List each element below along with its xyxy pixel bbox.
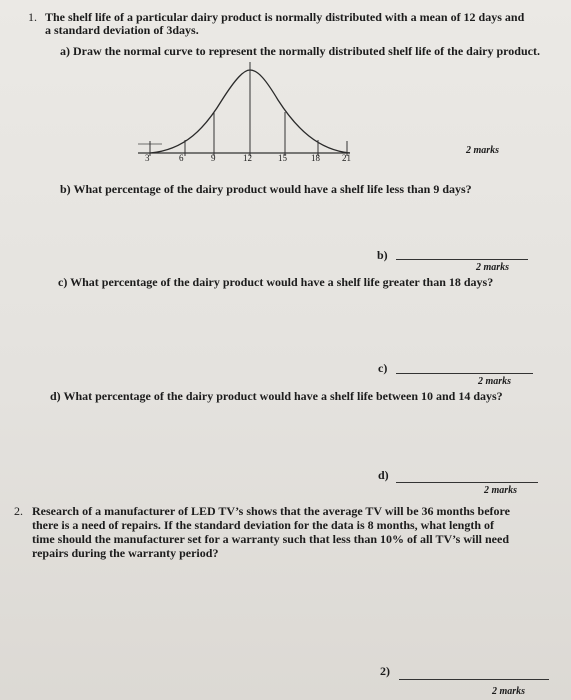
tick-label: 12	[243, 153, 252, 163]
q1d-answer-label: d)	[378, 468, 389, 482]
q1c-answer-line[interactable]	[396, 373, 533, 374]
q2-text-line4: repairs during the warranty period?	[32, 546, 219, 560]
q1-text-line2: a standard deviation of 3days.	[45, 23, 199, 37]
q1c-marks: 2 marks	[478, 376, 512, 387]
q1-number: 1.	[28, 10, 37, 24]
q2-number: 2.	[14, 504, 23, 518]
q2-text-line2: there is a need of repairs. If the standard deviation for the data is 8 months, what length of	[32, 518, 495, 532]
q1b-answer-label: b)	[377, 248, 388, 262]
q1a-marks: 2 marks	[466, 145, 500, 156]
q1d-answer-line[interactable]	[396, 482, 538, 483]
tick-label: 6	[179, 153, 184, 163]
q2-text-line1: Research of a manufacturer of LED TV’s shows that the average TV will be 36 months before	[32, 504, 510, 518]
tick-label: 9	[211, 153, 216, 163]
tick-label: 3	[145, 153, 150, 163]
q1b-text: b) What percentage of the dairy product would have a shelf life less than 9 days?	[60, 182, 472, 196]
q1c-text: c) What percentage of the dairy product would have a shelf life greater than 18 days?	[58, 275, 494, 289]
q1-text-line1: The shelf life of a particular dairy product is normally distributed with a mean of 12 days and	[45, 10, 525, 24]
q2-marks: 2 marks	[492, 686, 526, 697]
q1d-marks: 2 marks	[484, 485, 518, 496]
q1c-answer-label: c)	[378, 361, 388, 375]
q1d-text: d) What percentage of the dairy product would have a shelf life between 10 and 14 days?	[50, 389, 503, 403]
tick-label: 18	[311, 153, 320, 163]
q2-answer-line[interactable]	[399, 679, 549, 680]
tick-label: 15	[278, 153, 287, 163]
q1a-text: a) Draw the normal curve to represent the normally distributed shelf life of the dairy product.	[60, 44, 540, 58]
q2-answer-label: 2)	[380, 664, 390, 678]
q1b-answer-line[interactable]	[396, 259, 528, 260]
q1b-marks: 2 marks	[476, 262, 510, 273]
tick-label: 21	[342, 153, 351, 163]
q2-text-line3: time should the manufacturer set for a warranty such that less than 10% of all TV’s will need	[32, 532, 509, 546]
